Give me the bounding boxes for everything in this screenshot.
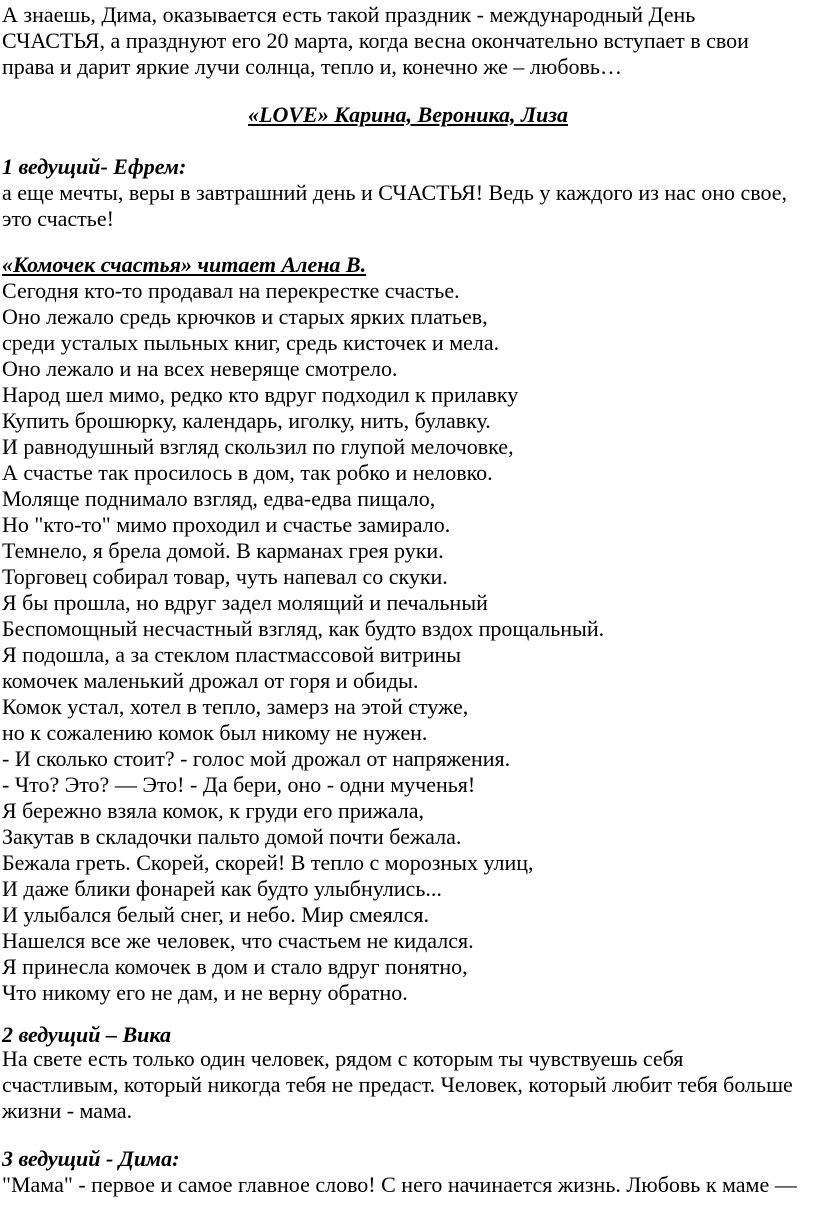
- poem-line: Закутав в складочки пальто домой почти бежала.: [2, 824, 462, 849]
- poem-line: Оно лежало и на всех неверяще смотрело.: [2, 356, 398, 381]
- poem-line: И даже блики фонарей как будто улыбнулись...: [2, 876, 442, 901]
- poem-line: Я подошла, а за стеклом пластмассовой витрины: [2, 642, 462, 667]
- poem-line: Темнело, я брела домой. В карманах грея руки.: [2, 538, 444, 563]
- poem-line: среди усталых пыльных книг, средь кисточек и мела.: [2, 330, 500, 355]
- poem-line: Сегодня кто-то продавал на перекрестке счастье.: [2, 278, 460, 303]
- host1-line: это счастье!: [2, 206, 114, 231]
- poem-line: Купить брошюрку, календарь, иголку, нить, булавку.: [2, 408, 491, 433]
- poem-line: Оно лежало средь крючков и старых ярких платьев,: [2, 304, 488, 329]
- poem-line: А счастье так просилось в дом, так робко и неловко.: [2, 460, 493, 485]
- poem-line: Моляще поднимало взгляд, едва-едва пищало,: [2, 486, 436, 511]
- host2-line: жизни - мама.: [2, 1098, 133, 1123]
- poem-line: Я бережно взяла комок, к груди его прижала,: [2, 798, 424, 823]
- host1-heading: 1 ведущий- Ефрем:: [2, 154, 187, 179]
- poem-line: Но "кто-то" мимо проходил и счастье замирало.: [2, 512, 451, 537]
- host1-line: а еще мечты, веры в завтрашний день и СЧАСТЬЯ! Ведь у каждого из нас оно свое,: [2, 180, 787, 205]
- intro-line: СЧАСТЬЯ, а празднуют его 20 марта, когда весна окончательно вступает в свои: [2, 28, 749, 53]
- host2-heading: 2 ведущий – Вика: [2, 1022, 171, 1047]
- host3-heading: 3 ведущий - Дима:: [2, 1146, 180, 1171]
- poem-line: Комок устал, хотел в тепло, замерз на этой стуже,: [2, 694, 469, 719]
- poem-line: Торговец собирал товар, чуть напевал со скуки.: [2, 564, 448, 589]
- poem-line: Я принесла комочек в дом и стало вдруг понятно,: [2, 954, 468, 979]
- poem-line: но к сожалению комок был никому не нужен.: [2, 720, 428, 745]
- poem-line: комочек маленький дрожал от горя и обиды.: [2, 668, 419, 693]
- host2-line: счастливым, который никогда тебя не предаст. Человек, который любит тебя больше: [2, 1072, 793, 1097]
- poem-line: Беспомощный несчастный взгляд, как будто вздох прощальный.: [2, 616, 605, 641]
- poem-line: - Что? Это? — Это! - Да бери, оно - одни мученья!: [2, 772, 476, 797]
- poem-line: И улыбался белый снег, и небо. Мир смеялся.: [2, 902, 430, 927]
- poem-line: Бежала греть. Скорей, скорей! В тепло с морозных улиц,: [2, 850, 534, 875]
- poem-line: - И сколько стоит? - голос мой дрожал от напряжения.: [2, 746, 511, 771]
- intro-line: А знаешь, Дима, оказывается есть такой праздник - международный День: [2, 2, 696, 27]
- intro-line: права и дарит яркие лучи солнца, тепло и, конечно же – любовь…: [2, 54, 622, 79]
- poem-line: И равнодушный взгляд скользил по глупой мелочовке,: [2, 434, 514, 459]
- host3-line: "Мама" - первое и самое главное слово! С него начинается жизнь. Любовь к маме —: [2, 1172, 797, 1197]
- love-heading: «LOVE» Карина, Вероника, Лиза: [248, 102, 568, 127]
- host2-line: На свете есть только один человек, рядом с которым ты чувствуешь себя: [2, 1046, 684, 1071]
- poem-line: Что никому его не дам, и не верну обратно.: [2, 980, 408, 1005]
- poem-line: Нашелся все же человек, что счастьем не кидался.: [2, 928, 474, 953]
- poem-line: Я бы прошла, но вдруг задел молящий и печальный: [2, 590, 488, 615]
- poem-heading: «Комочек счастья» читает Алена В.: [2, 252, 367, 277]
- poem-line: Народ шел мимо, редко кто вдруг подходил к прилавку: [2, 382, 519, 407]
